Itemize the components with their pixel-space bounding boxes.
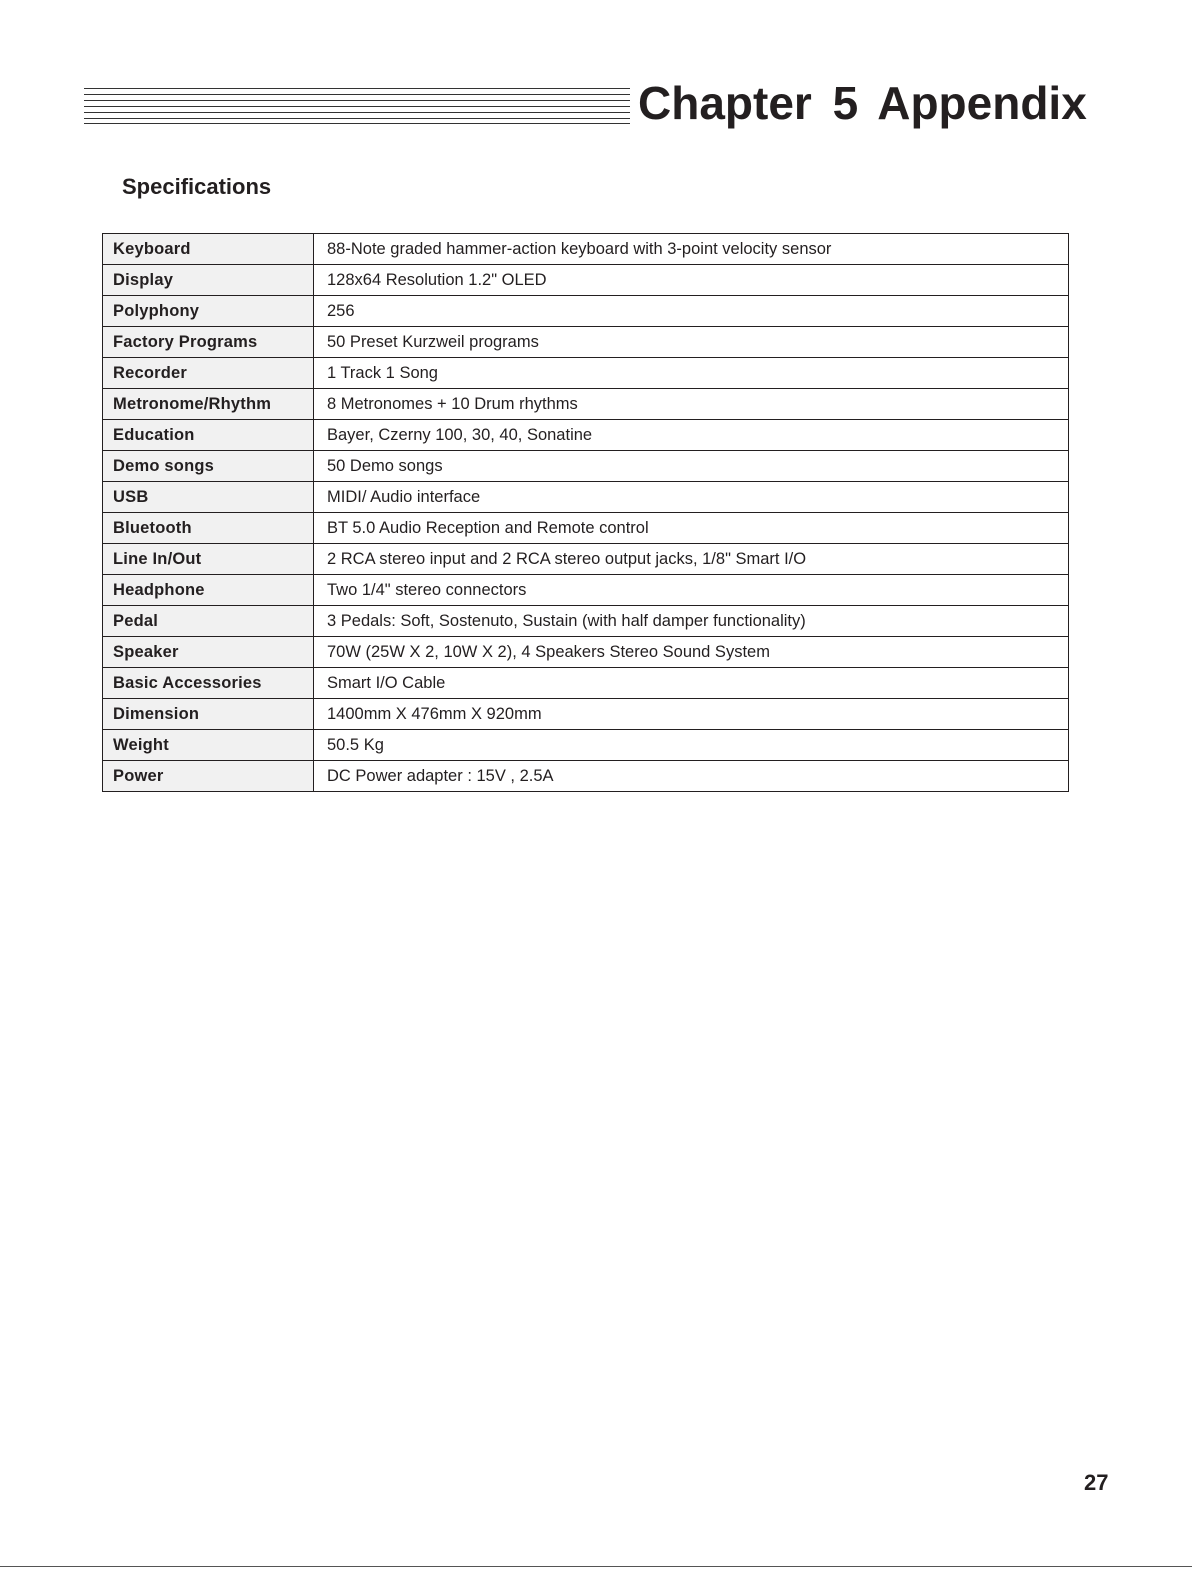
- spec-row: [103, 358, 1069, 389]
- spec-row: [103, 761, 1069, 792]
- spec-value: 1400mm X 476mm X 920mm: [314, 699, 1069, 730]
- spec-row: [103, 327, 1069, 358]
- spec-row: [103, 451, 1069, 482]
- spec-value: 3 Pedals: Soft, Sostenuto, Sustain (with half damper functionality): [314, 606, 1069, 637]
- spec-value: 88-Note graded hammer-action keyboard with 3-point velocity sensor: [314, 234, 1069, 265]
- chapter-title: Chapter 5 Appendix: [638, 77, 1087, 129]
- header-decorative-lines: [84, 88, 630, 124]
- spec-label: Weight: [103, 730, 314, 761]
- spec-label: Pedal: [103, 606, 314, 637]
- spec-row: [103, 668, 1069, 699]
- spec-label: Power: [103, 761, 314, 792]
- spec-label: Bluetooth: [103, 513, 314, 544]
- spec-row: [103, 699, 1069, 730]
- spec-value: 1 Track 1 Song: [314, 358, 1069, 389]
- spec-value: 256: [314, 296, 1069, 327]
- spec-row: [103, 265, 1069, 296]
- spec-value: 128x64 Resolution 1.2" OLED: [314, 265, 1069, 296]
- spec-label: Polyphony: [103, 296, 314, 327]
- spec-label: Factory Programs: [103, 327, 314, 358]
- spec-label: Headphone: [103, 575, 314, 606]
- spec-value: Two 1/4" stereo connectors: [314, 575, 1069, 606]
- spec-value: 50 Demo songs: [314, 451, 1069, 482]
- spec-value: 2 RCA stereo input and 2 RCA stereo output jacks, 1/8" Smart I/O: [314, 544, 1069, 575]
- spec-label: Recorder: [103, 358, 314, 389]
- spec-label: Speaker: [103, 637, 314, 668]
- spec-row: [103, 606, 1069, 637]
- spec-row: [103, 482, 1069, 513]
- spec-row: [103, 420, 1069, 451]
- spec-value: 50 Preset Kurzweil programs: [314, 327, 1069, 358]
- spec-label: Basic Accessories: [103, 668, 314, 699]
- spec-label: Dimension: [103, 699, 314, 730]
- spec-row: [103, 389, 1069, 420]
- spec-value: 50.5 Kg: [314, 730, 1069, 761]
- section-title: Specifications: [122, 174, 272, 199]
- spec-label: Education: [103, 420, 314, 451]
- spec-row: [103, 513, 1069, 544]
- spec-value: DC Power adapter : 15V , 2.5A: [314, 761, 1069, 792]
- spec-label: Display: [103, 265, 314, 296]
- spec-value: 8 Metronomes + 10 Drum rhythms: [314, 389, 1069, 420]
- spec-row: [103, 575, 1069, 606]
- spec-value: 70W (25W X 2, 10W X 2), 4 Speakers Stereo Sound System: [314, 637, 1069, 668]
- spec-label: Metronome/Rhythm: [103, 389, 314, 420]
- specifications-table: [102, 233, 1069, 792]
- spec-value: MIDI/ Audio interface: [314, 482, 1069, 513]
- bottom-rule: [0, 1566, 1192, 1567]
- spec-label: Demo songs: [103, 451, 314, 482]
- spec-row: [103, 730, 1069, 761]
- spec-label: Keyboard: [103, 234, 314, 265]
- spec-value: BT 5.0 Audio Reception and Remote control: [314, 513, 1069, 544]
- spec-label: Line In/Out: [103, 544, 314, 575]
- page-number: 27: [1084, 1470, 1109, 1495]
- spec-label: USB: [103, 482, 314, 513]
- spec-row: [103, 544, 1069, 575]
- spec-value: Smart I/O Cable: [314, 668, 1069, 699]
- spec-row: [103, 296, 1069, 327]
- spec-row: [103, 637, 1069, 668]
- spec-value: Bayer, Czerny 100, 30, 40, Sonatine: [314, 420, 1069, 451]
- spec-row: [103, 234, 1069, 265]
